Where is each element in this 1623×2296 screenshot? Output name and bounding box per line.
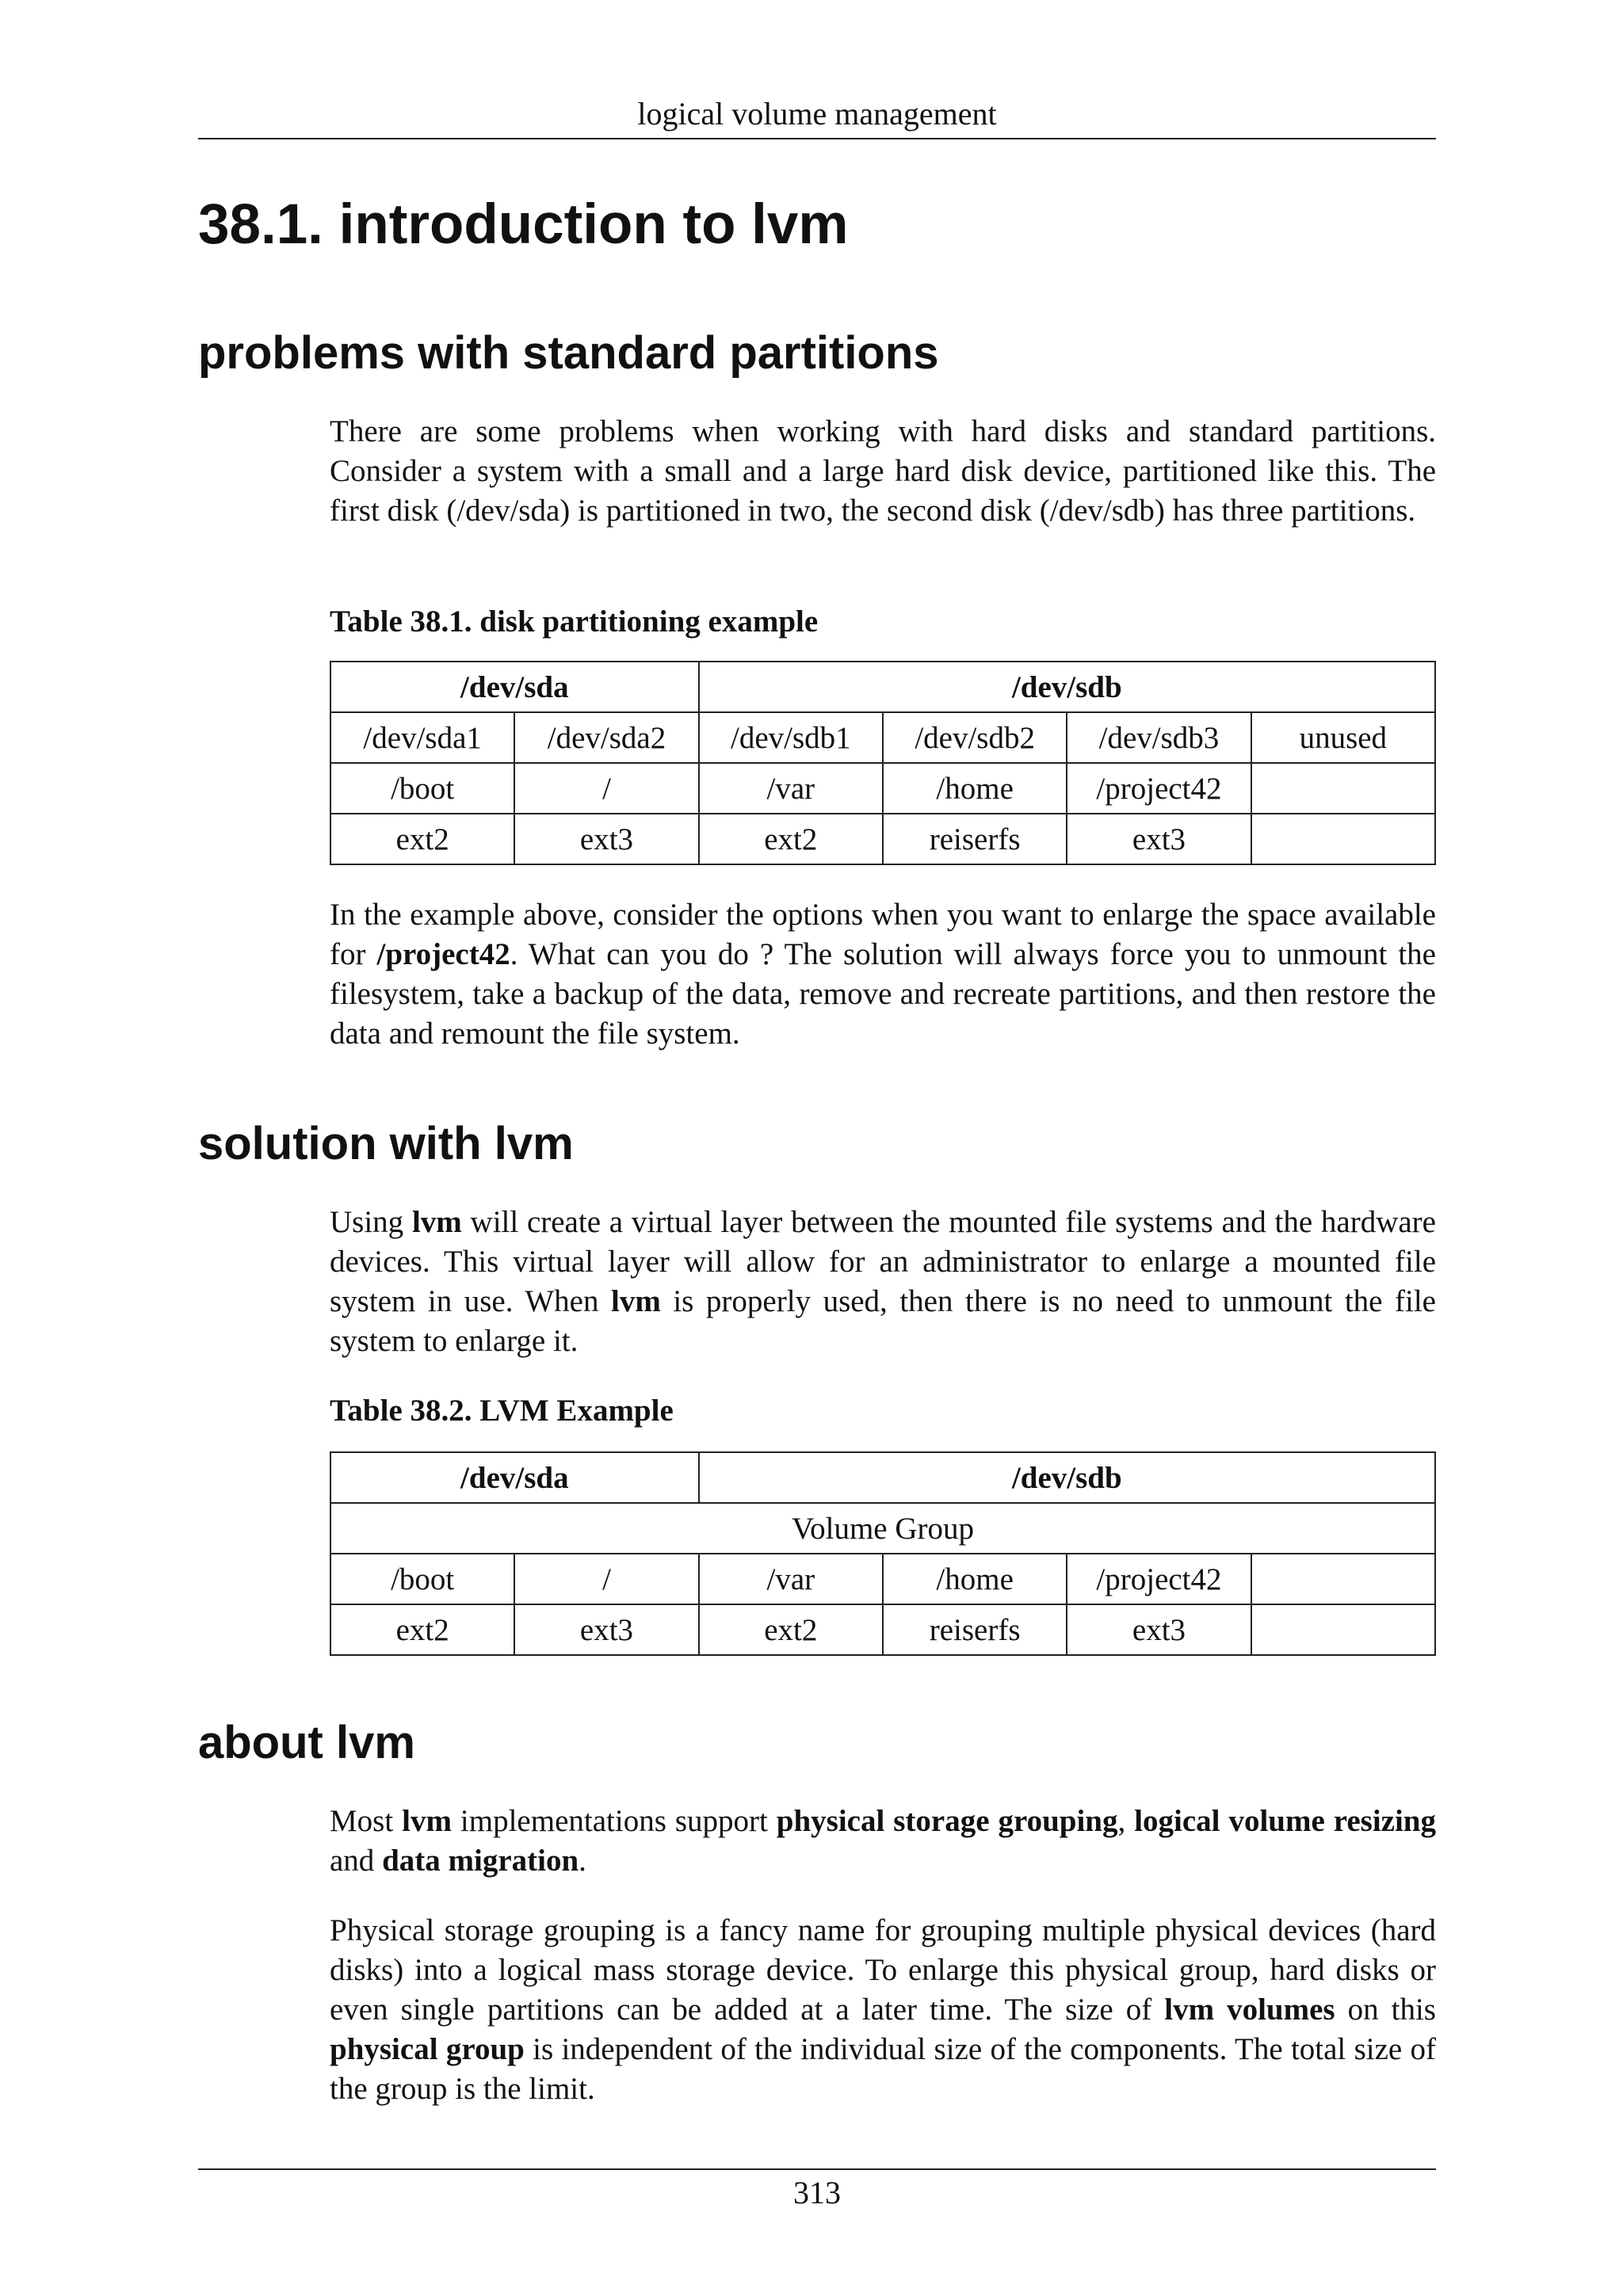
table-cell: /dev/sdb2	[883, 712, 1067, 763]
table-cell: /dev/sdb3	[1067, 712, 1251, 763]
table-cell: reiserfs	[883, 1604, 1067, 1655]
text-run: is properly used, then there is no need to unmount the file system to enlarge it.	[330, 1284, 1436, 1358]
table-cell: /dev/sda	[330, 1452, 699, 1503]
table-cell: /var	[699, 1554, 883, 1604]
table-cell	[1251, 814, 1435, 864]
table-row	[330, 662, 1435, 712]
table-cell: ext3	[1067, 1604, 1251, 1655]
table-cell: /dev/sda1	[330, 712, 514, 763]
table-cell	[1251, 1554, 1435, 1604]
table-cell: /dev/sdb1	[699, 712, 883, 763]
table-row	[330, 712, 1435, 763]
text-run: In the example above, consider the options when you want to enlarge the space available for	[330, 898, 1436, 971]
table-1-caption: Table 38.1. disk partitioning example	[330, 605, 819, 639]
running-header: logical volume management	[637, 96, 997, 132]
text-run: Physical storage grouping is a fancy name for grouping multiple physical devices (hard disks) into a logical mass storage device. To enlarge this physical group, hard disks or even single partitions can be added at a later time. The size of	[330, 1913, 1436, 2027]
table-cell-volume-group: Volume Group	[330, 1503, 1435, 1554]
problems-paragraph-2	[330, 895, 1436, 1054]
table-cell: /boot	[330, 1554, 514, 1604]
bold-term: lvm	[610, 1284, 661, 1318]
table-cell: /boot	[330, 763, 514, 814]
bold-term: lvm	[411, 1205, 462, 1239]
text-run: .	[579, 1844, 586, 1878]
text-run: will create a virtual layer between the mounted file systems and the hardware devices. This virtual layer will allow for an administrator to enlarge a mounted file system in use. When	[330, 1205, 1436, 1318]
table-cell: /	[514, 763, 698, 814]
solution-paragraph-1	[330, 1203, 1436, 1361]
table-row	[330, 1554, 1435, 1604]
table-cell: /var	[699, 763, 883, 814]
table-cell: /dev/sda2	[514, 712, 698, 763]
table-cell: /dev/sdb	[699, 1452, 1435, 1503]
table-cell: /home	[883, 763, 1067, 814]
section-heading-about: about lvm	[198, 1717, 415, 1768]
text-run: Using	[330, 1205, 412, 1239]
page-number: 313	[793, 2175, 841, 2210]
header-rule	[198, 138, 1436, 139]
text-run: implementations support	[451, 1804, 777, 1838]
disk-partitioning-table	[330, 661, 1436, 865]
table-row	[330, 763, 1435, 814]
table-cell	[1251, 763, 1435, 814]
table-cell: /dev/sda	[330, 662, 699, 712]
text-run: is independent of the individual size of the components. The total size of the group is the limit.	[330, 2032, 1436, 2106]
table-cell: ext3	[514, 1604, 698, 1655]
about-paragraph-1	[330, 1802, 1436, 1881]
section-heading-solution: solution with lvm	[198, 1118, 574, 1169]
table-cell: unused	[1251, 712, 1435, 763]
table-cell: /home	[883, 1554, 1067, 1604]
table-cell: ext2	[330, 814, 514, 864]
table-cell: ext3	[514, 814, 698, 864]
bold-term: physical storage grouping	[776, 1804, 1118, 1838]
table-row	[330, 1503, 1435, 1554]
table-cell: ext2	[330, 1604, 514, 1655]
text-run: . What can you do ? The solution will always force you to unmount the filesystem, take a backup of the data, remove and recreate partitions, and then restore the data and remount the file system.	[330, 937, 1436, 1051]
table-cell: /project42	[1067, 1554, 1251, 1604]
table-cell: ext2	[699, 1604, 883, 1655]
about-paragraph-2	[330, 1911, 1436, 2109]
table-cell: /dev/sdb	[699, 662, 1435, 712]
table-cell: reiserfs	[883, 814, 1067, 864]
table-cell: /project42	[1067, 763, 1251, 814]
table-cell: /	[514, 1554, 698, 1604]
text-run: and	[330, 1844, 383, 1878]
problems-paragraph-1: There are some problems when working with hard disks and standard partitions. Consider a system with a small and a large hard disk device, partitioned like this. The first disk (/dev/sda) is partitioned in two, the second disk (/dev/sdb) has three partitions.	[330, 414, 1436, 528]
bold-term: data migration	[382, 1844, 579, 1878]
lvm-example-table	[330, 1451, 1436, 1656]
table-row	[330, 1604, 1435, 1655]
text-run: Most	[330, 1804, 403, 1838]
bold-term: physical group	[330, 2032, 525, 2066]
table-cell: ext2	[699, 814, 883, 864]
table-cell: ext3	[1067, 814, 1251, 864]
bold-path: /project42	[376, 937, 510, 971]
chapter-title: 38.1. introduction to lvm	[198, 193, 849, 256]
table-row	[330, 814, 1435, 864]
bold-term: logical volume resizing	[1134, 1804, 1436, 1838]
text-run: on this	[1335, 1993, 1436, 2027]
section-heading-problems: problems with standard partitions	[198, 327, 939, 379]
bold-term: lvm volumes	[1164, 1993, 1335, 2027]
table-row	[330, 1452, 1435, 1503]
bold-term: lvm	[402, 1804, 452, 1838]
table-cell	[1251, 1604, 1435, 1655]
footer-rule	[198, 2168, 1436, 2170]
text-run: ,	[1117, 1804, 1135, 1838]
table-2-caption: Table 38.2. LVM Example	[330, 1394, 674, 1428]
